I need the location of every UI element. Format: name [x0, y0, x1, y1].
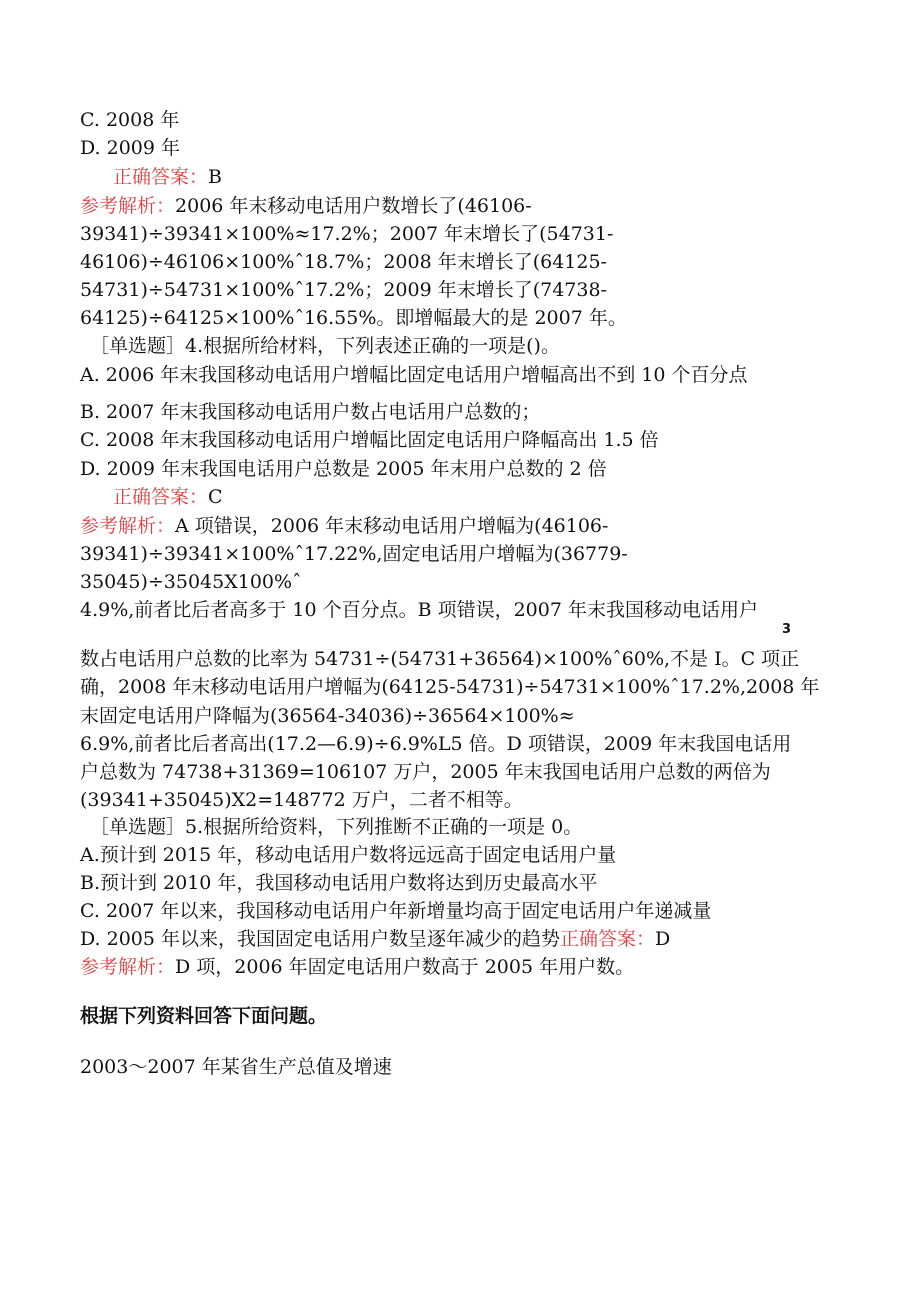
q3-answer: [113, 163, 222, 191]
q3-option-d: D. 2009 年: [80, 137, 181, 159]
answer-label: 正确答案：: [560, 928, 656, 950]
q3-analysis-line-1: 参考解析：2006 年末移动电话用户数增长了(46106-: [80, 195, 532, 217]
table-caption: 2003～2007 年某省生产总值及增速: [80, 1056, 392, 1078]
analysis-label: 参考解析：: [80, 956, 176, 978]
q4-question: ［单选题］4.根据所给材料，下列表述正确的一项是()。: [90, 335, 560, 357]
q3-analysis-line-4: 54731)÷54731×100%ˆ17.2%；2009 年末增长了(74738-: [80, 279, 607, 301]
q4-option-a: A. 2006 年末我国移动电话用户增幅比固定电话用户增幅高出不到 10 个百分点: [80, 364, 748, 386]
q5-analysis: 参考解析：D 项，2006 年固定电话用户数高于 2005 年用户数。: [80, 956, 635, 978]
section-heading: 根据下列资料回答下面问题。: [80, 1005, 328, 1027]
answer-value: B: [208, 166, 222, 188]
q4-option-c: C. 2008 年末我国移动电话用户增幅比固定电话用户降幅高出 1.5 倍: [80, 429, 659, 451]
q5-option-b: B.预计到 2010 年，我国移动电话用户数将达到历史最高水平: [80, 872, 598, 894]
analysis-label: 参考解析：: [80, 515, 176, 537]
q4-analysis-line-2: 39341)÷39341×100%ˆ17.22%,固定电话用户增幅为(36779-: [80, 543, 628, 565]
superscript-mark: 3: [782, 622, 792, 637]
q4-analysis-line-1: 参考解析：A 项错误，2006 年末移动电话用户增幅为(46106-: [80, 515, 609, 537]
answer-value: D: [655, 928, 671, 950]
q3-analysis-line-3: 46106)÷46106×100%ˆ18.7%；2008 年末增长了(64125-: [80, 251, 607, 273]
q3-analysis-line-5: 64125)÷64125×100%ˆ16.55%。即增幅最大的是 2007 年。: [80, 307, 627, 329]
q4-answer: [113, 483, 223, 511]
q5-option-d: D. 2005 年以来，我国固定电话用户数呈逐年减少的趋势: [80, 928, 561, 950]
q5-option-d-with-answer: [80, 925, 670, 953]
analysis-label: 参考解析：: [80, 195, 176, 217]
q5-option-c: C. 2007 年以来，我国移动电话用户年新增量均高于固定电话用户年递减量: [80, 900, 712, 922]
q4-analysis-line-4: 4.9%,前者比后者高多于 10 个百分点。B 项错误，2007 年末我国移动电话用户: [80, 599, 758, 621]
q5-option-a: A.预计到 2015 年，移动电话用户数将远远高于固定电话用户量: [80, 844, 617, 866]
q3-option-c: C. 2008 年: [80, 109, 180, 131]
q4-analysis-line-5: 数占电话用户总数的比率为 54731÷(54731+36564)×100%ˆ60%,不是 I。C 项正: [80, 648, 800, 670]
q4-analysis-line-6: 确，2008 年末移动电话用户增幅为(64125-54731)÷54731×100%ˆ17.2%,2008 年: [80, 676, 820, 698]
q4-option-b: B. 2007 年末我国移动电话用户数占电话用户总数的；: [80, 401, 541, 423]
answer-label: 正确答案：: [113, 486, 209, 508]
q5-question: ［单选题］5.根据所给资料，下列推断不正确的一项是 0。: [90, 816, 583, 838]
q4-analysis-line-3: 35045)÷35045X100%ˆ: [80, 571, 302, 593]
q4-analysis-line-7: 末固定电话用户降幅为(36564-34036)÷36564×100%≈: [80, 705, 575, 727]
answer-label: 正确答案：: [113, 166, 209, 188]
q4-option-d: D. 2009 年末我国电话用户总数是 2005 年末用户总数的 2 倍: [80, 458, 607, 480]
answer-value: C: [208, 486, 223, 508]
q4-analysis-line-8: 6.9%,前者比后者高出(17.2—6.9)÷6.9%L5 倍。D 项错误，2009 年末我国电话用: [80, 733, 792, 755]
q4-analysis-line-10: (39341+35045)X2=148772 万户，二者不相等。: [80, 789, 523, 811]
q3-analysis-line-2: 39341)÷39341×100%≈17.2%；2007 年末增长了(54731-: [80, 223, 614, 245]
q4-analysis-line-9: 户总数为 74738+31369=106107 万户，2005 年末我国电话用户总数的两倍为: [80, 761, 771, 783]
